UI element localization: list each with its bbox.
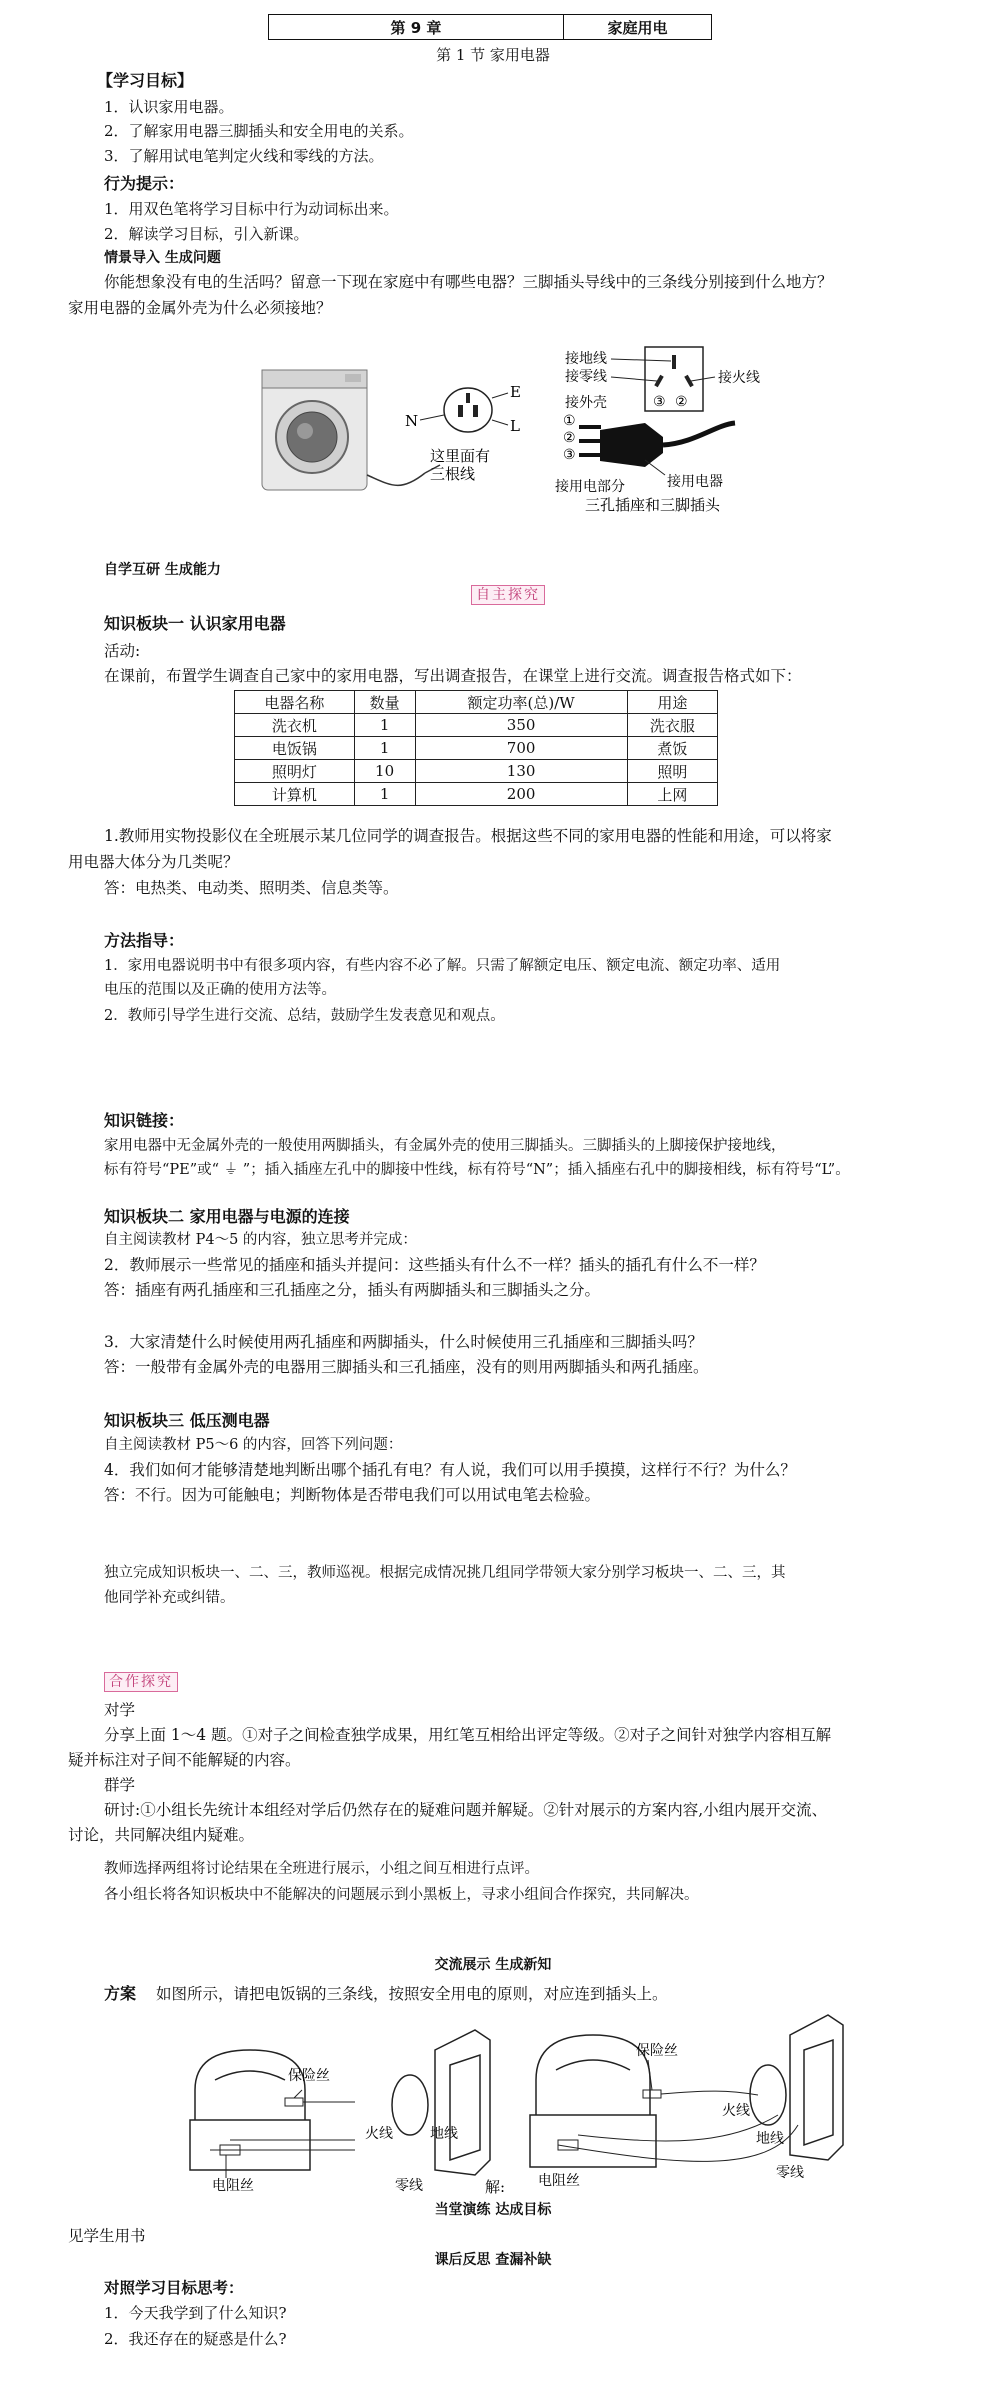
chapter-topic: 家庭用电 [607,18,668,37]
plug-part-label: 接用电部分 [555,479,625,495]
washing-machine-icon [262,370,367,490]
svg-text:③: ③ [563,447,576,463]
answer-3: 答：一般带有金属外壳的电器用三脚插头和三孔插座，没有的则用两脚插头和两孔插座。 [104,1358,709,1376]
svg-text:②: ② [563,430,576,446]
figure-caption: 三孔插座和三脚插头 [585,496,721,514]
table-header: 用途 [627,691,717,714]
method-line: 1．家用电器说明书中有很多项内容，有些内容不必了解。只需了解额定电压、额定电流、额定功率、适用 [104,958,781,974]
tip-item: 1．用双色笔将学习目标中行为动词标出来。 [104,200,399,218]
label-n: N [405,412,419,430]
link-line: 标有符号“PE”或“ ⏚ ”；插入插座左孔中的脚接中性线，标有符号“N”；插入插座右孔中的脚接相线，标有符号“L”。 [104,1162,850,1178]
rice-cooker-question-figure [190,2010,506,2196]
reflect-question: 1．今天我学到了什么知识? [104,2304,287,2322]
goal-item: 2．了解家用电器三脚插头和安全用电的关系。 [104,122,414,140]
goals-title: 【学习目标】 [97,71,194,90]
question-1-cont: 用电器大体分为几类呢？ [68,853,239,871]
module1-title: 知识板块一 认识家用电器 [104,614,286,633]
question-3: 3．大家清楚什么时候使用两孔插座和两脚插头，什么时候使用三孔插座和三脚插头吗？ [104,1333,703,1351]
socket-live-label: 接火线 [718,370,760,386]
fuse-label: 保险丝 [288,2068,330,2084]
socket-plug-figure [545,325,805,513]
question-4: 4．我们如何才能够清楚地判断出哪个插孔有电？有人说，我们可以用手摸摸，这样行不行？为什么？ [104,1461,796,1479]
leader-line: 各小组长将各知识板块中不能解决的问题展示到小黑板上，寻求小组间合作探究，共同解决。 [104,1887,699,1903]
fuse-label: 保险丝 [636,2043,678,2059]
scheme-label: 方案 [104,1984,137,2003]
independent-line: 他同学补充或纠错。 [104,1590,235,1606]
socket-neutral-label: 接零线 [565,369,607,385]
washing-machine-figure [250,355,530,500]
group-line: 讨论，共同解决组内疑难。 [68,1826,255,1844]
teacher-line: 教师选择两组将讨论结果在全班进行展示，小组之间互相进行点评。 [104,1861,539,1877]
module3-title: 知识板块三 低压测电器 [104,1411,270,1430]
pair-title: 对学 [104,1701,136,1719]
plug-face-icon [444,388,492,432]
label-l: L [510,417,520,435]
table-header: 数量 [354,691,415,714]
method-line: 2．教师引导学生进行交流、总结，鼓励学生发表意见和观点。 [104,1008,505,1024]
answer-1: 答：电热类、电动类、照明类、信息类等。 [104,879,399,897]
svg-text:①: ① [563,413,576,429]
label-e: E [510,383,521,401]
live-label: 火线 [722,2103,750,2119]
wall-socket-icon [392,2030,490,2175]
solution-label: 解: [485,2178,506,2196]
svg-text:②: ② [675,394,688,410]
live-label: 火线 [365,2126,393,2142]
pair-line: 疑并标注对子间不能解疑的内容。 [68,1751,301,1769]
table-header: 电器名称 [235,691,355,714]
section-title: 第 1 节 家用电器 [436,46,550,64]
group-title: 群学 [104,1776,136,1794]
reflect-question: 2．我还存在的疑惑是什么? [104,2330,287,2348]
table-row: 洗衣机 1 350 洗衣服 [235,714,718,737]
pair-line: 分享上面 1～4 题。①对子之间检查独学成果，用红笔互相给出评定等级。②对子之间针对独学内容相互解 [104,1726,832,1744]
self-study-title: 自学互研 生成能力 [104,562,221,578]
note-line1: 这里面有 [430,447,491,465]
independent-line: 独立完成知识板块一、二、三，教师巡视。根据完成情况挑几组同学带领大家分别学习板块一、二、三，其 [104,1565,786,1581]
table-row: 电饭锅 1 700 煮饭 [235,737,718,760]
ground-label: 地线 [430,2126,458,2142]
table-header: 额定功率(总)/W [415,691,627,714]
goal-item: 1．认识家用电器。 [104,98,234,116]
tip-item: 2．解读学习目标，引入新课。 [104,225,309,243]
question-2: 2．教师展示一些常见的插座和插头并提问：这些插头有什么不一样？插头的插孔有什么不一样？ [104,1256,765,1274]
ground-label: 地线 [756,2131,784,2147]
method-line: 电压的范围以及正确的使用方法等。 [104,982,336,998]
practice-title: 当堂演练 达成目标 [434,2202,552,2218]
table-row: 计算机 1 200 上网 [235,783,718,806]
answer-2: 答：插座有两孔插座和三孔插座之分，插头有两脚插头和三脚插头之分。 [104,1281,601,1299]
module2-read: 自主阅读教材 P4～5 的内容，独立思考并完成： [104,1232,417,1248]
svg-text:③: ③ [653,394,666,410]
chapter-label: 第 9 章 [269,15,564,39]
socket-ground-label: 接地线 [565,351,607,367]
intro-line: 家用电器的金属外壳为什么必须接地？ [68,299,332,317]
self-explore-stamp: 自主探究 [471,585,545,605]
group-line: 研讨:①小组长先统计本组经对学后仍然存在的疑难问题并解疑。②针对展示的方案内容,小组内展开交流、 [104,1801,828,1819]
module3-read: 自主阅读教材 P5～6 的内容，回答下列问题： [104,1437,403,1453]
link-title: 知识链接： [104,1111,185,1130]
resistor-label: 电阻丝 [538,2173,580,2189]
cooperate-stamp: 合作探究 [104,1672,178,1692]
tips-title: 行为提示： [104,174,185,193]
intro-title: 情景导入 生成问题 [104,250,221,266]
intro-line: 你能想象没有电的生活吗？留意一下现在家庭中有哪些电器？三脚插头导线中的三条线分别接到什么地方？ [104,273,833,291]
plug-shell-label: 接外壳 [565,395,607,411]
neutral-label: 零线 [776,2165,804,2181]
link-line: 家用电器中无金属外壳的一般使用两脚插头，有金属外壳的使用三脚插头。三脚插头的上脚接保护接地线， [104,1138,786,1154]
note-line2: 三根线 [430,465,476,483]
question-1: 1.教师用实物投影仪在全班展示某几位同学的调查报告。根据这些不同的家用电器的性能和用途，可以将家 [104,827,832,845]
plug-appliance-label: 接用电器 [667,474,723,490]
survey-table [234,690,718,806]
reflect-sub: 对照学习目标思考： [104,2278,244,2297]
see-student-book: 见学生用书 [68,2227,146,2245]
activity-label: 活动: [104,642,141,660]
rice-cooker-answer-figure [528,1995,848,2195]
plug-icon [579,423,735,467]
module2-title: 知识板块二 家用电器与电源的连接 [104,1207,350,1226]
chapter-header [268,14,712,40]
resistor-label: 电阻丝 [212,2178,254,2194]
reflect-title: 课后反思 查漏补缺 [434,2252,552,2268]
scheme-text: 如图所示，请把电饭锅的三条线，按照安全用电的原则，对应连到插头上。 [156,1985,668,2003]
exchange-title: 交流展示 生成新知 [434,1957,552,1973]
goal-item: 3．了解用试电笔判定火线和零线的方法。 [104,147,384,165]
method-title: 方法指导： [104,931,185,950]
answer-4: 答：不行。因为可能触电；判断物体是否带电我们可以用试电笔去检验。 [104,1486,601,1504]
table-row: 照明灯 10 130 照明 [235,760,718,783]
neutral-label: 零线 [395,2178,423,2194]
activity-desc: 在课前，布置学生调查自己家中的家用电器，写出调查报告，在课堂上进行交流。调查报告格式如下： [104,667,802,685]
table-header-row [235,691,718,714]
